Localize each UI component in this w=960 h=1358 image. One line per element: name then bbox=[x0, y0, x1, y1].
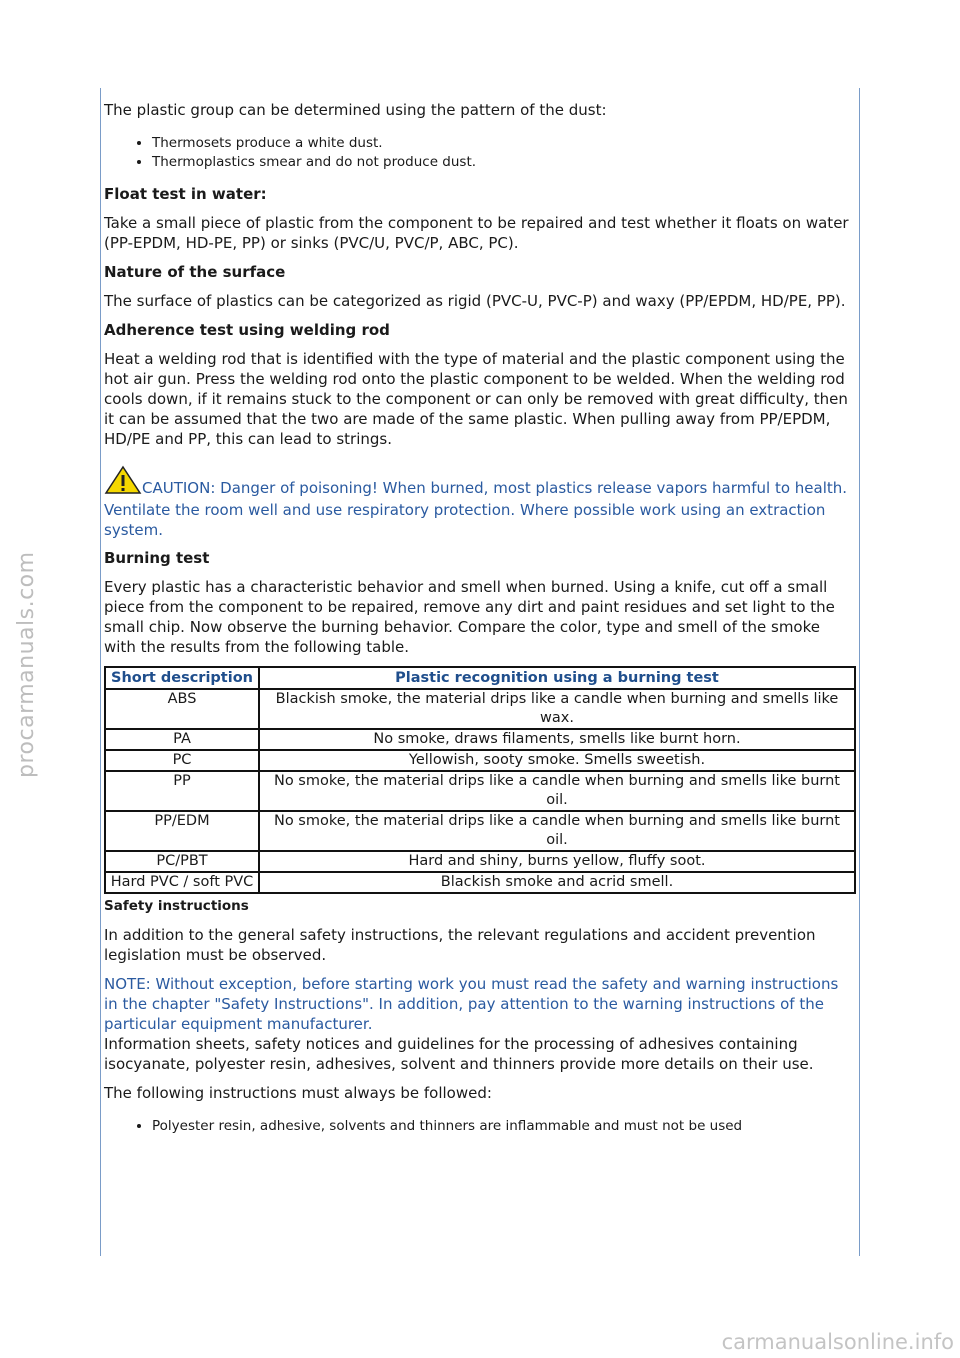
table-row bbox=[105, 689, 855, 729]
list-item: • Thermosets produce a white dust. bbox=[152, 134, 856, 153]
burning-test-heading: Burning test bbox=[104, 549, 210, 567]
caution-notice bbox=[104, 465, 856, 540]
safety-paragraph: In addition to the general safety instructions, the relevant regulations and accident prevention legislation must be observed. bbox=[104, 926, 816, 964]
table-header-row bbox=[105, 667, 855, 689]
float-test-heading: Float test in water: bbox=[104, 185, 267, 203]
table-cell: No smoke, the material drips like a candle when burning and smells like burnt oil. bbox=[259, 771, 855, 811]
page-border-left bbox=[100, 88, 101, 1256]
dust-bullet-list bbox=[104, 134, 856, 172]
table-row bbox=[105, 771, 855, 811]
side-watermark: procarmanuals.com bbox=[14, 551, 39, 778]
column-header-recognition: Plastic recognition using a burning test bbox=[259, 667, 855, 689]
table-cell: Blackish smoke and acrid smell. bbox=[259, 872, 855, 893]
footer-watermark: carmanualsonline.info bbox=[721, 1330, 954, 1354]
table-row bbox=[105, 750, 855, 771]
table-cell: PA bbox=[105, 729, 259, 750]
final-bullet-list bbox=[104, 1117, 856, 1136]
burning-test-table bbox=[104, 666, 856, 894]
table-row bbox=[105, 851, 855, 872]
column-header-short-description: Short description bbox=[105, 667, 259, 689]
caution-text: CAUTION: Danger of poisoning! When burned, most plastics release vapors harmful to health. Ventilate the room well and use respiratory protection. Where possible work using an extraction system. bbox=[104, 479, 848, 539]
table-cell: PP bbox=[105, 771, 259, 811]
table-cell: No smoke, draws filaments, smells like burnt horn. bbox=[259, 729, 855, 750]
info-paragraph: Information sheets, safety notices and guidelines for the processing of adhesives containing isocyanate, polyester resin, adhesives, solvent and thinners provide more details on their use. bbox=[104, 1035, 814, 1073]
warning-triangle-icon bbox=[104, 465, 142, 500]
document-body bbox=[104, 100, 856, 1148]
table-cell: Blackish smoke, the material drips like a candle when burning and smells like wax. bbox=[259, 689, 855, 729]
note-notice: NOTE: Without exception, before starting work you must read the safety and warning instructions in the chapter "Safety Instructions". In addition, pay attention to the warning instructions of the particular equipment manufacturer. bbox=[104, 975, 839, 1033]
table-cell: Hard PVC / soft PVC bbox=[105, 872, 259, 893]
table-cell: Yellowish, sooty smoke. Smells sweetish. bbox=[259, 750, 855, 771]
table-cell: Hard and shiny, burns yellow, fluffy soot. bbox=[259, 851, 855, 872]
table-row bbox=[105, 729, 855, 750]
safety-instructions-heading: Safety instructions bbox=[104, 898, 249, 914]
table-cell: PP/EDM bbox=[105, 811, 259, 851]
list-item: • Polyester resin, adhesive, solvents and thinners are inflammable and must not be used bbox=[152, 1117, 856, 1136]
list-item: • Thermoplastics smear and do not produce dust. bbox=[152, 153, 856, 172]
adherence-paragraph: Heat a welding rod that is identified with the type of material and the plastic component using the hot air gun. Press the welding rod onto the plastic component to be welded. When the welding rod cools down, if it remains stuck to the component or can only be removed with great difficulty, then it can be assumed that the two are made of the same plastic. When pulling away from PP/EPDM, HD/PE and PP, this can lead to strings. bbox=[104, 350, 848, 448]
adherence-heading: Adherence test using welding rod bbox=[104, 321, 390, 339]
table-cell: PC/PBT bbox=[105, 851, 259, 872]
surface-heading: Nature of the surface bbox=[104, 263, 286, 281]
float-test-paragraph: Take a small piece of plastic from the component to be repaired and test whether it floats on water (PP-EPDM, HD-PE, PP) or sinks (PVC/U, PVC/P, ABC, PC). bbox=[104, 214, 849, 252]
table-cell: PC bbox=[105, 750, 259, 771]
intro-paragraph: The plastic group can be determined using the pattern of the dust: bbox=[104, 101, 607, 119]
table-row bbox=[105, 872, 855, 893]
followed-paragraph: The following instructions must always be followed: bbox=[104, 1084, 492, 1102]
surface-paragraph: The surface of plastics can be categorized as rigid (PVC-U, PVC-P) and waxy (PP/EPDM, HD/PE, PP). bbox=[104, 292, 846, 310]
table-cell: ABS bbox=[105, 689, 259, 729]
table-cell: No smoke, the material drips like a candle when burning and smells like burnt oil. bbox=[259, 811, 855, 851]
page-border-right bbox=[859, 88, 860, 1256]
table-row bbox=[105, 811, 855, 851]
burning-test-paragraph: Every plastic has a characteristic behavior and smell when burned. Using a knife, cut off a small piece from the component to be repaired, remove any dirt and paint residues and set light to the small chip. Now observe the burning behavior. Compare the color, type and smell of the smoke with the results from the following table. bbox=[104, 578, 835, 656]
